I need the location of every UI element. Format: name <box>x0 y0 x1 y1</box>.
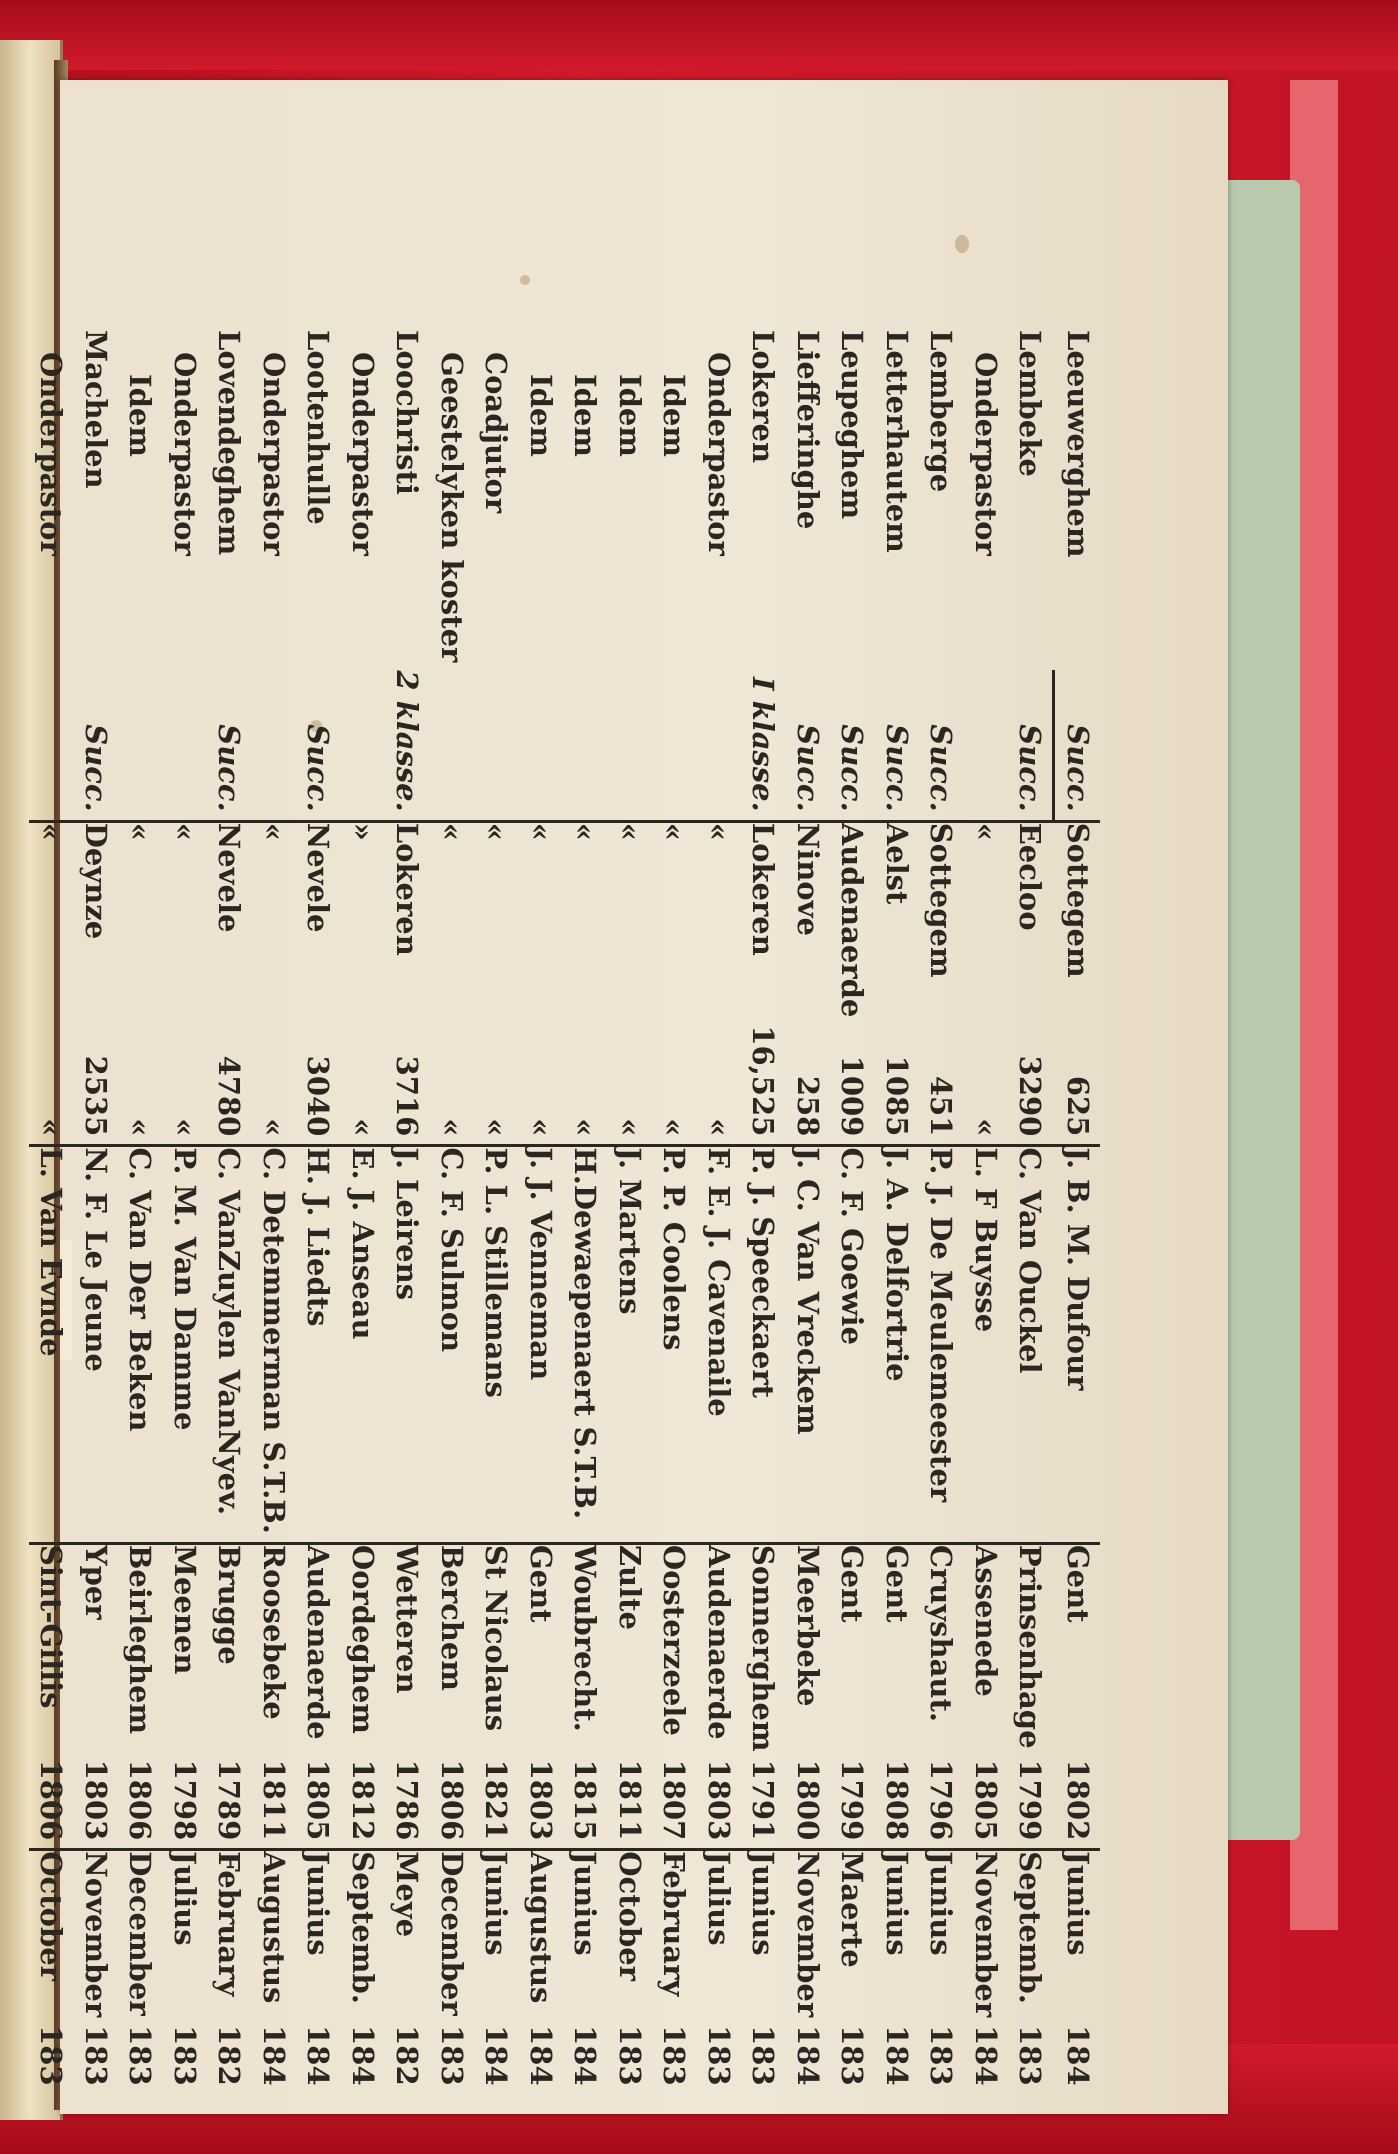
birth-year-cell: 1799 <box>835 1759 870 1841</box>
month-cell: Junius <box>1054 1850 1100 2025</box>
birthplace-cell: Sonnerghem <box>741 1543 786 1759</box>
birthplace-cell: Audenaerde <box>697 1543 742 1759</box>
place-cell: Onderpastor <box>346 352 380 556</box>
appointment-year-cell: 183 <box>613 2025 647 2086</box>
month-cell: February <box>207 1850 252 2025</box>
name-cell: C. F. Goewie <box>830 1146 875 1544</box>
appointment-year-cell: 183 <box>746 2025 781 2086</box>
birth-year-cell: 1805 <box>969 1759 1003 1841</box>
birthplace-cell: Meerbeke <box>786 1543 831 1759</box>
clergy-table <box>34 330 1100 2090</box>
status-cell <box>608 670 653 821</box>
status-cell: Succ. <box>1054 670 1100 821</box>
month-cell: Junius <box>296 1850 341 2025</box>
table-row <box>741 330 786 2094</box>
place-cell: Lembeke <box>1013 330 1048 477</box>
cover-top-edge <box>0 0 1398 70</box>
place-cell: Onderpastor <box>168 352 202 556</box>
birthplace-cell: Prinsenhage <box>1008 1543 1054 1759</box>
birth-year-cell: 1789 <box>212 1759 247 1841</box>
birthplace-cell: Roosebeke <box>252 1543 297 1759</box>
table-row <box>163 330 208 2094</box>
place-cell: Leupeghem <box>835 330 870 520</box>
table-row <box>296 330 341 2094</box>
status-cell: Succ. <box>835 724 870 812</box>
status-cell <box>341 670 386 821</box>
population-cell: 2535 <box>79 1055 113 1137</box>
month-cell: Junius <box>875 1850 920 2025</box>
population-cell: « <box>568 1118 603 1137</box>
birthplace-cell: Berchem <box>430 1543 475 1759</box>
appointment-year-cell: 183 <box>924 2025 959 2086</box>
place-cell: Idem <box>568 374 603 457</box>
month-cell: October <box>29 1850 74 2025</box>
deanery-cell: « <box>29 821 74 1025</box>
status-cell <box>652 670 697 821</box>
population-cell: « <box>613 1118 647 1137</box>
birthplace-cell: Oosterzeele <box>652 1543 697 1759</box>
place-cell: Idem <box>123 374 158 457</box>
name-cell: J. B. M. Dufour <box>1054 1146 1100 1544</box>
name-cell: J. J. Venneman <box>519 1146 564 1544</box>
population-cell: 625 <box>1061 1075 1095 1137</box>
name-cell: C. Van Der Beken <box>118 1146 163 1544</box>
appointment-year-cell: 184 <box>257 2025 291 2086</box>
population-cell: 3040 <box>301 1055 336 1137</box>
name-cell: E. J. Anseau <box>341 1146 386 1544</box>
table-row <box>252 330 297 2094</box>
deanery-cell: Lokeren <box>385 821 430 1025</box>
table-row <box>385 330 430 2094</box>
deanery-cell: « <box>697 821 742 1025</box>
place-cell: Lootenhulle <box>301 330 336 525</box>
birth-year-cell: 1798 <box>168 1759 202 1841</box>
appointment-year-cell: 183 <box>79 2025 113 2086</box>
place-cell: Onderpastor <box>34 352 69 556</box>
name-cell: H. J. Liedts <box>296 1146 341 1544</box>
deanery-cell: Nevele <box>296 821 341 1025</box>
name-cell: P. J. De Meulemeester <box>919 1146 964 1544</box>
appointment-year-cell: 183 <box>702 2025 736 2086</box>
birthplace-cell: Gent <box>875 1543 920 1759</box>
table-row <box>341 330 386 2094</box>
month-cell: December <box>430 1850 475 2025</box>
birth-year-cell: 1799 <box>1013 1759 1048 1841</box>
place-cell: Onderpastor <box>969 352 1003 556</box>
population-cell: 3716 <box>390 1055 425 1137</box>
name-cell: C. Detemmerman S.T.B. <box>252 1146 297 1544</box>
birth-year-cell: 1811 <box>613 1759 647 1841</box>
birthplace-cell: St Nicolaus <box>474 1543 519 1759</box>
appointment-year-cell: 184 <box>346 2025 380 2086</box>
deanery-cell: Ninove <box>786 821 831 1025</box>
birth-year-cell: 1821 <box>479 1759 514 1841</box>
birth-year-cell: 1803 <box>702 1759 736 1841</box>
month-cell: Junius <box>741 1850 786 2025</box>
birth-year-cell: 1806 <box>123 1759 158 1841</box>
table-row <box>919 330 964 2094</box>
birthplace-cell: Beirleghem <box>118 1543 163 1759</box>
status-cell <box>519 670 564 821</box>
birthplace-cell: Gent <box>1054 1543 1100 1759</box>
birth-year-cell: 1806 <box>34 1759 69 1841</box>
appointment-year-cell: 183 <box>835 2025 870 2086</box>
month-cell: Septemb. <box>341 1850 386 2025</box>
name-cell: J. A. Delfortrie <box>875 1146 920 1544</box>
status-cell: Succ. <box>212 724 247 812</box>
month-cell: Junius <box>919 1850 964 2025</box>
status-cell: Succ. <box>1013 724 1048 812</box>
status-cell <box>430 670 475 821</box>
table-row <box>563 330 608 2094</box>
population-cell: « <box>168 1118 202 1137</box>
deanery-cell: Lokeren <box>741 821 786 1025</box>
birthplace-cell: Zulte <box>608 1543 653 1759</box>
birth-year-cell: 1808 <box>880 1759 914 1841</box>
place-cell: Lokeren <box>746 330 781 464</box>
month-cell: November <box>74 1850 119 2025</box>
name-cell: F. E. J. Cavenaile <box>697 1146 742 1544</box>
place-cell: Leeuwerghem <box>1061 330 1095 558</box>
place-cell: Lemberge <box>924 330 959 493</box>
status-cell <box>118 670 163 821</box>
birth-year-cell: 1811 <box>257 1759 291 1841</box>
deanery-cell: Audenaerde <box>830 821 875 1025</box>
month-cell: Junius <box>474 1850 519 2025</box>
table-row <box>608 330 653 2094</box>
birth-year-cell: 1807 <box>657 1759 692 1841</box>
deanery-cell: « <box>118 821 163 1025</box>
name-cell: C. Van Ouckel <box>1008 1146 1054 1544</box>
place-cell: Liefferinghe <box>791 330 825 530</box>
month-cell: October <box>608 1850 653 2025</box>
status-cell: I klasse. <box>746 676 781 812</box>
status-cell <box>563 670 608 821</box>
birth-year-cell: 1812 <box>346 1759 380 1841</box>
place-cell: Idem <box>524 374 558 457</box>
table-row <box>652 330 697 2094</box>
status-cell: 2 klasse. <box>390 670 425 812</box>
month-cell: November <box>786 1850 831 2025</box>
appointment-year-cell: 184 <box>791 2025 825 2086</box>
place-cell: Onderpastor <box>702 352 736 556</box>
name-cell: J. Leirens <box>385 1146 430 1544</box>
deanery-cell: « <box>964 821 1009 1025</box>
table-row <box>430 330 475 2094</box>
birthplace-cell: Brugge <box>207 1543 252 1759</box>
name-cell: J. Martens <box>608 1146 653 1544</box>
appointment-year-cell: 184 <box>1061 2025 1095 2086</box>
birthplace-cell: Woubrecht. <box>563 1543 608 1759</box>
table-row <box>697 330 742 2094</box>
month-cell: Meye <box>385 1850 430 2025</box>
birth-year-cell: 1803 <box>79 1759 113 1841</box>
name-cell: L. F Buysse <box>964 1146 1009 1544</box>
name-cell: P. L. Stillemans <box>474 1146 519 1544</box>
appointment-year-cell: 184 <box>568 2025 603 2086</box>
deanery-cell: « <box>252 821 297 1025</box>
place-cell: Idem <box>613 374 647 457</box>
table-row <box>786 330 831 2094</box>
birth-year-cell: 1786 <box>390 1759 425 1841</box>
place-cell: Onderpastor <box>257 352 291 556</box>
status-cell <box>474 670 519 821</box>
birthplace-cell: Gent <box>519 1543 564 1759</box>
population-cell: 258 <box>791 1075 825 1137</box>
population-cell: « <box>34 1118 69 1137</box>
population-cell: « <box>123 1118 158 1137</box>
deanery-cell: Aelst <box>875 821 920 1025</box>
month-cell: Maerte <box>830 1850 875 2025</box>
month-cell: February <box>652 1850 697 2025</box>
birth-year-cell: 1805 <box>301 1759 336 1841</box>
name-cell: P. M. Van Damme <box>163 1146 208 1544</box>
appointment-year-cell: 183 <box>657 2025 692 2086</box>
birth-year-cell: 1803 <box>524 1759 558 1841</box>
deanery-cell: « <box>519 821 564 1025</box>
status-cell <box>163 670 208 821</box>
appointment-year-cell: 183 <box>34 2025 69 2086</box>
place-cell: Coadjutor <box>479 352 514 514</box>
table-row <box>875 330 920 2094</box>
place-cell: Idem <box>657 374 692 457</box>
appointment-year-cell: 184 <box>880 2025 914 2086</box>
status-cell <box>252 670 297 821</box>
appointment-year-cell: 183 <box>168 2025 202 2086</box>
appointment-year-cell: 184 <box>524 2025 558 2086</box>
appointment-year-cell: 183 <box>1013 2025 1048 2086</box>
population-cell: 1085 <box>880 1055 914 1137</box>
month-cell: November <box>964 1850 1009 2025</box>
population-cell: 16,525 <box>746 1025 781 1137</box>
status-cell <box>29 670 74 821</box>
table-row <box>74 330 119 2094</box>
deanery-cell: « <box>430 821 475 1025</box>
name-cell: H.Dewaepenaert S.T.B. <box>563 1146 608 1544</box>
birth-year-cell: 1815 <box>568 1759 603 1841</box>
table-row <box>830 330 875 2094</box>
deanery-cell: Sottegem <box>919 821 964 1025</box>
birthplace-cell: Audenaerde <box>296 1543 341 1759</box>
table-row <box>1054 330 1100 2094</box>
table-row <box>1008 330 1054 2094</box>
deanery-cell: « <box>563 821 608 1025</box>
deanery-cell: « <box>163 821 208 1025</box>
birth-year-cell: 1802 <box>1061 1759 1095 1841</box>
population-cell: « <box>346 1118 380 1137</box>
appointment-year-cell: 184 <box>301 2025 336 2086</box>
name-cell: C. F. Sulmon <box>430 1146 475 1544</box>
place-cell: Loochristi <box>390 330 425 495</box>
status-cell: Succ. <box>924 724 959 812</box>
birth-year-cell: 1796 <box>924 1759 959 1841</box>
table-row <box>207 330 252 2094</box>
name-cell: P. J. Speeckaert <box>741 1146 786 1544</box>
place-cell: Letterhautem <box>880 330 914 553</box>
birthplace-cell: Oordeghem <box>341 1543 386 1759</box>
month-cell: Julius <box>163 1850 208 2025</box>
place-cell: Geestelyken koster <box>435 352 469 663</box>
deanery-cell: » <box>341 821 386 1025</box>
name-cell: P. P. Coolens <box>652 1146 697 1544</box>
appointment-year-cell: 184 <box>479 2025 514 2086</box>
table-row <box>29 330 74 2094</box>
table-row <box>118 330 163 2094</box>
name-cell: N. F. Le Jeune <box>74 1146 119 1544</box>
birthplace-cell: Yper <box>74 1543 119 1759</box>
birthplace-cell: Assenede <box>964 1543 1009 1759</box>
population-cell: « <box>479 1118 514 1137</box>
month-cell: Augustus <box>252 1850 297 2025</box>
population-cell: 1009 <box>835 1055 870 1137</box>
population-cell: « <box>435 1118 469 1137</box>
month-cell: Augustus <box>519 1850 564 2025</box>
birthplace-cell: Wetteren <box>385 1543 430 1759</box>
deanery-cell: Sottegem <box>1054 821 1100 1025</box>
population-cell: 451 <box>924 1075 959 1137</box>
population-cell: « <box>257 1118 291 1137</box>
population-cell: 4780 <box>212 1055 247 1137</box>
appointment-year-cell: 184 <box>969 2025 1003 2086</box>
table-row <box>964 330 1009 2094</box>
appointment-year-cell: 183 <box>123 2025 158 2086</box>
deanery-cell: Eecloo <box>1008 821 1054 1025</box>
population-cell: « <box>657 1118 692 1137</box>
population-cell: « <box>524 1118 558 1137</box>
month-cell: Septemb. <box>1008 1850 1054 2025</box>
birth-year-cell: 1806 <box>435 1759 469 1841</box>
place-cell: Lovendeghem <box>212 330 247 556</box>
clergy-list-table <box>29 330 1100 2094</box>
population-cell: 3290 <box>1013 1055 1048 1137</box>
deanery-cell: « <box>652 821 697 1025</box>
appointment-year-cell: 182 <box>390 2025 425 2086</box>
name-cell: J. C. Van Vreckem <box>786 1146 831 1544</box>
status-cell <box>697 670 742 821</box>
table-row <box>474 330 519 2094</box>
birthplace-cell: Gent <box>830 1543 875 1759</box>
foxing-spot <box>955 235 969 253</box>
month-cell: December <box>118 1850 163 2025</box>
status-cell <box>964 670 1009 821</box>
status-cell: Succ. <box>880 724 914 812</box>
deanery-cell: Nevele <box>207 821 252 1025</box>
table-row <box>519 330 564 2094</box>
deanery-cell: Deynze <box>74 821 119 1025</box>
birth-year-cell: 1800 <box>791 1759 825 1841</box>
month-cell: Junius <box>563 1850 608 2025</box>
foxing-spot <box>520 275 530 285</box>
birth-year-cell: 1791 <box>746 1759 781 1841</box>
name-cell: C. VanZuylen VanNyev. <box>207 1146 252 1544</box>
place-cell: Machelen <box>79 330 113 489</box>
name-cell: L. Van Evnde <box>29 1146 74 1544</box>
appointment-year-cell: 182 <box>212 2025 247 2086</box>
status-cell: Succ. <box>79 724 113 812</box>
deanery-cell: « <box>608 821 653 1025</box>
population-cell: « <box>702 1118 736 1137</box>
deanery-cell: « <box>474 821 519 1025</box>
population-cell: « <box>969 1118 1003 1137</box>
birthplace-cell: Cruyshaut. <box>919 1543 964 1759</box>
status-cell: Succ. <box>301 724 336 812</box>
month-cell: Julius <box>697 1850 742 2025</box>
birthplace-cell: Sint-Gillis <box>29 1543 74 1759</box>
status-cell: Succ. <box>791 724 825 812</box>
appointment-year-cell: 183 <box>435 2025 469 2086</box>
birthplace-cell: Meenen <box>163 1543 208 1759</box>
